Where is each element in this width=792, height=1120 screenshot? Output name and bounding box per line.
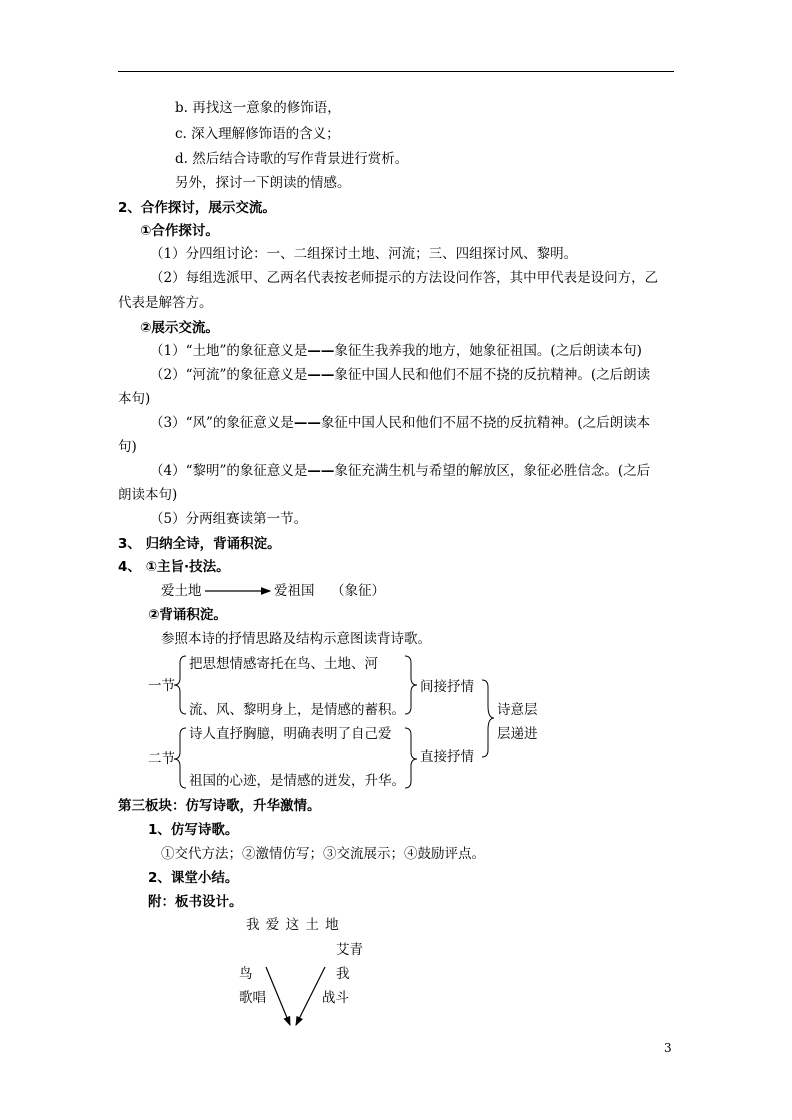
symbol-wind: （3）“风”的象征意义是——象征中国人民和他们不屈不挠的反抗精神。(之后朗读本 bbox=[150, 415, 651, 431]
paragraph-discussion: （1）分四组讨论：一、二组探讨土地、河流；三、四组探讨风、黎明。 bbox=[150, 246, 578, 262]
paragraph-representatives-cont: 代表是解答方。 bbox=[118, 295, 213, 311]
diagram-stanza-1: 一节 bbox=[148, 678, 175, 694]
step-c: c. 深入理解修饰语的含义； bbox=[175, 126, 340, 142]
step-b: b. 再找这一意象的修饰语， bbox=[175, 100, 341, 116]
board-left-2: 歌唱 bbox=[239, 990, 266, 1006]
symbol-dawn: （4）“黎明”的象征意义是——象征充满生机与希望的解放区，象征必胜信念。(之后 bbox=[150, 463, 651, 479]
brace-result bbox=[482, 680, 494, 757]
symbol-land: （1）“土地”的象征意义是——象征生我养我的地方，她象征祖国。(之后朗读本句) bbox=[150, 343, 642, 359]
recite-title: ②背诵积淀。 bbox=[148, 607, 227, 623]
symbol-dawn-cont: 朗读本句) bbox=[118, 487, 178, 503]
symbol-river-cont: 本句) bbox=[118, 391, 151, 407]
section-3-title: 3、 归纳全诗，背诵积淀。 bbox=[118, 536, 281, 552]
board-right-1: 我 bbox=[336, 966, 350, 982]
board-author: 艾青 bbox=[336, 942, 363, 958]
symbol-wind-cont: 句) bbox=[118, 439, 137, 455]
diagram-stanza-2: 二节 bbox=[148, 751, 175, 767]
also-line: 另外，探讨一下朗读的情感。 bbox=[175, 175, 351, 191]
board-arrow-left bbox=[266, 967, 290, 1025]
section-4-title: 4、 ①主旨·技法。 bbox=[118, 559, 230, 575]
section-2-title: 2、合作探讨，展示交流。 bbox=[118, 200, 276, 216]
diagram-direct: 直接抒情 bbox=[420, 749, 474, 765]
diagram-s2-line2: 祖国的心迹，是情感的迸发，升华。 bbox=[189, 773, 405, 789]
subsection-cooperate: ①合作探讨。 bbox=[140, 223, 219, 239]
brace-direct bbox=[405, 728, 417, 788]
imitation-steps: ①交代方法；②激情仿写；③交流展示；④鼓励评点。 bbox=[161, 846, 485, 862]
part-3-title: 第三板块：仿写诗歌，升华激情。 bbox=[118, 798, 321, 814]
imitation-title: 1、仿写诗歌。 bbox=[148, 822, 239, 838]
symbol-river: （2）“河流”的象征意义是——象征中国人民和他们不屈不挠的反抗精神。(之后朗读 bbox=[150, 367, 651, 383]
recite-intro: 参照本诗的抒情思路及结构示意图读背诗歌。 bbox=[161, 631, 431, 647]
group-reading: （5）分两组赛读第一节。 bbox=[150, 511, 308, 527]
brace-indirect bbox=[405, 656, 417, 714]
appendix-title: 附：板书设计。 bbox=[148, 894, 243, 910]
step-d: d. 然后结合诗歌的写作背景进行赏析。 bbox=[175, 151, 409, 167]
subsection-show: ②展示交流。 bbox=[140, 320, 219, 336]
summary-title: 2、课堂小结。 bbox=[148, 870, 239, 886]
diagram-s2-line1: 诗人直抒胸臆，明确表明了自己爱 bbox=[189, 726, 392, 742]
board-left-1: 鸟 bbox=[239, 966, 253, 982]
brace-stanza-1 bbox=[174, 656, 186, 714]
diagram-s1-line1: 把思想情感寄托在鸟、土地、河 bbox=[189, 656, 378, 672]
theme-right: 爱祖国 bbox=[274, 583, 315, 599]
brace-stanza-2 bbox=[174, 728, 186, 788]
paragraph-representatives: （2）每组选派甲、乙两名代表按老师提示的方法设问作答，其中甲代表是设问方，乙 bbox=[150, 270, 659, 286]
board-title: 我 爱 这 土 地 bbox=[246, 917, 340, 933]
board-right-2: 战斗 bbox=[322, 990, 349, 1006]
theme-left: 爱土地 bbox=[161, 583, 202, 599]
page-number: 3 bbox=[664, 1041, 672, 1055]
diagram-indirect: 间接抒情 bbox=[420, 679, 474, 695]
theme-note: （象征） bbox=[331, 583, 385, 599]
diagram-result-2: 层递进 bbox=[497, 726, 538, 742]
board-arrow-right bbox=[296, 967, 325, 1025]
diagram-s1-line2: 流、风、黎明身上，是情感的蓄积。 bbox=[189, 702, 405, 718]
diagram-result-1: 诗意层 bbox=[497, 702, 538, 718]
